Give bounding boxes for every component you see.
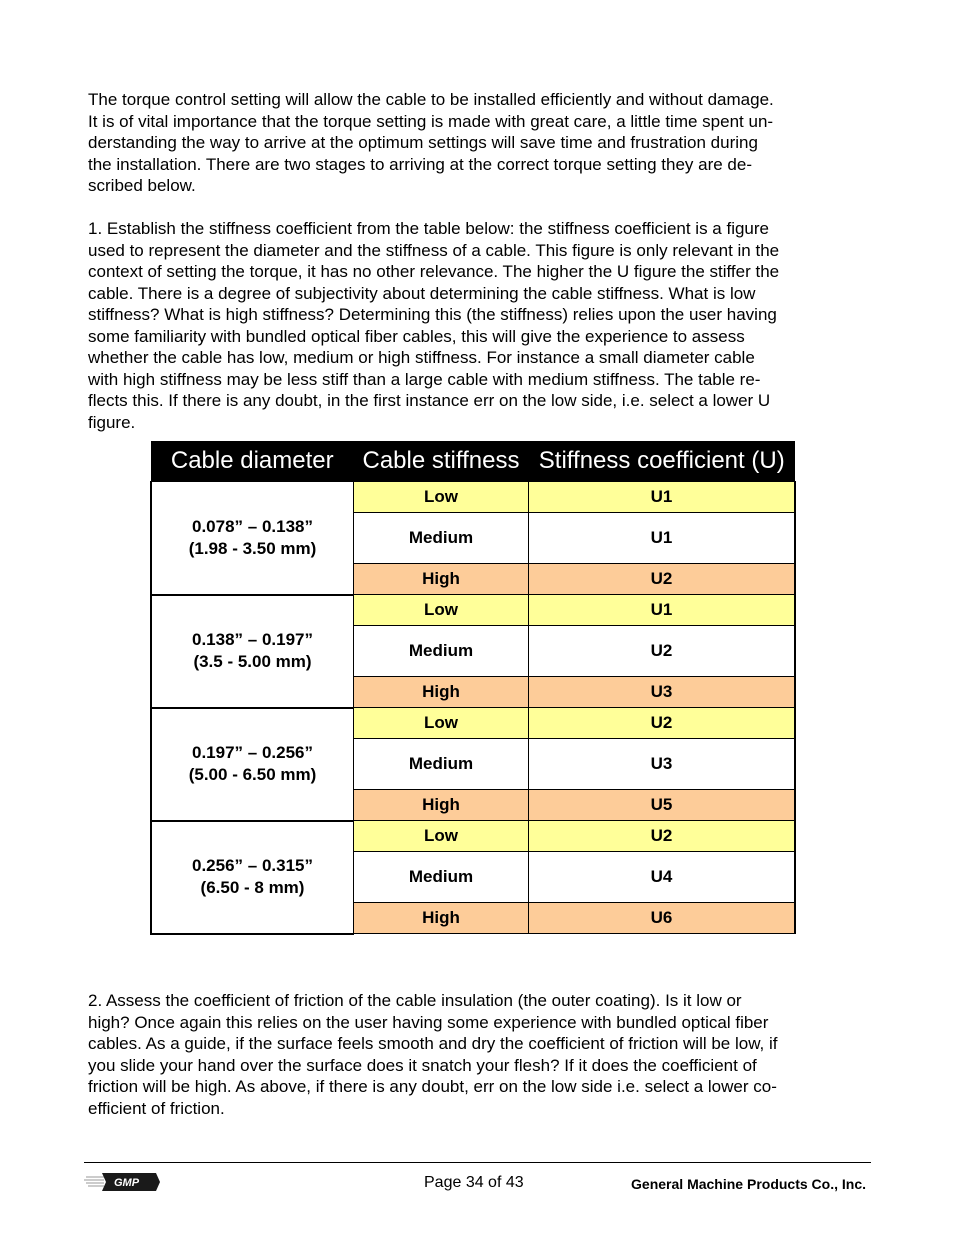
diameter-mm: (6.50 - 8 mm) — [200, 878, 305, 897]
stiffness-cell: Low — [354, 821, 529, 852]
text-line: the installation. There are two stages to arriving at the correct torque setting they are de- — [88, 154, 752, 174]
text-line: 2. Assess the coefficient of friction of the cable insulation (the outer coating). Is it low or — [88, 991, 742, 1010]
diameter-cell — [151, 708, 354, 821]
text-line: flects this. If there is any doubt, in the first instance err on the low side, i.e. select a lower U — [88, 391, 771, 410]
coefficient-cell: U1 — [529, 482, 796, 513]
stiffness-cell: Medium — [354, 513, 529, 564]
coefficient-cell: U6 — [529, 903, 796, 934]
stiffness-cell: Low — [354, 595, 529, 626]
text-line: efficient of friction. — [88, 1098, 225, 1118]
table-row — [151, 821, 795, 852]
diameter-cell — [151, 595, 354, 708]
header-cable-stiffness: Cable stiffness — [354, 441, 529, 482]
text-line: figure. — [88, 412, 136, 432]
step2-paragraph — [88, 990, 858, 1119]
diameter-mm: (5.00 - 6.50 mm) — [188, 765, 317, 784]
diameter-mm: (1.98 - 3.50 mm) — [188, 538, 317, 558]
stiffness-cell: High — [354, 903, 529, 934]
coefficient-cell: U4 — [529, 852, 796, 903]
table-row — [151, 595, 795, 626]
coefficient-cell: U3 — [529, 677, 796, 708]
text-line: context of setting the torque, it has no other relevance. The higher the U figure the stiffer the — [88, 262, 780, 281]
stiffness-cell: Medium — [354, 739, 529, 790]
text-line: friction will be high. As above, if there is any doubt, err on the low side i.e. select a lower co- — [88, 1077, 777, 1096]
intro-paragraph — [88, 89, 858, 197]
stiffness-cell: Medium — [354, 852, 529, 903]
coefficient-cell: U1 — [529, 513, 796, 564]
page-number: Page 34 of 43 — [424, 1174, 524, 1191]
footer-divider — [84, 1162, 871, 1163]
stiffness-cell: Low — [354, 708, 529, 739]
text-line: cables. As a guide, if the surface feels smooth and dry the coefficient of friction will be low, if — [88, 1034, 778, 1053]
text-line: stiffness? What is high stiffness? Determining this (the stiffness) relies upon the user having — [88, 305, 777, 324]
text-line: with high stiffness may be less stiff than a large cable with medium stiffness. The table re- — [88, 369, 761, 389]
diameter-mm: (3.5 - 5.00 mm) — [193, 652, 312, 671]
stiffness-cell: Medium — [354, 626, 529, 677]
text-line: used to represent the diameter and the stiffness of a cable. This figure is only relevant in the — [88, 240, 780, 260]
diameter-inches: 0.138” – 0.197” — [192, 630, 313, 649]
text-line: whether the cable has low, medium or high stiffness. For instance a small diameter cable — [88, 348, 755, 367]
text-line: It is of vital importance that the torque setting is made with great care, a little time spent un- — [88, 111, 774, 131]
coefficient-cell: U2 — [529, 626, 796, 677]
header-cable-diameter: Cable diameter — [151, 441, 354, 482]
text-line: high? Once again this relies on the user having some experience with bundled optical fiber — [88, 1012, 769, 1032]
diameter-inches: 0.078” – 0.138” — [192, 516, 313, 536]
coefficient-cell: U3 — [529, 739, 796, 790]
step1-paragraph — [88, 218, 858, 433]
gmp-logo-icon — [84, 1170, 162, 1194]
text-line: The torque control setting will allow the cable to be installed efficiently and without damage. — [88, 90, 774, 109]
diameter-inches: 0.197” – 0.256” — [192, 743, 313, 762]
diameter-inches: 0.256” – 0.315” — [192, 856, 313, 875]
table-header-row — [151, 441, 795, 482]
text-line: some familiarity with bundled optical fiber cables, this will give the experience to assess — [88, 326, 745, 346]
coefficient-cell: U2 — [529, 564, 796, 595]
table-row — [151, 482, 795, 513]
text-line: derstanding the way to arrive at the optimum settings will save time and frustration during — [88, 133, 758, 152]
stiffness-cell: Low — [354, 482, 529, 513]
header-stiffness-coefficient: Stiffness coefficient (U) — [529, 441, 796, 482]
text-line: scribed below. — [88, 176, 196, 195]
stiffness-cell: High — [354, 564, 529, 595]
stiffness-table — [150, 441, 796, 935]
coefficient-cell: U1 — [529, 595, 796, 626]
table-row — [151, 708, 795, 739]
company-name: General Machine Products Co., Inc. — [631, 1176, 866, 1192]
diameter-cell — [151, 821, 354, 934]
stiffness-cell: High — [354, 790, 529, 821]
text-line: you slide your hand over the surface does it snatch your flesh? If it does the coefficient of — [88, 1055, 757, 1075]
logo-text: GMP — [114, 1177, 140, 1189]
coefficient-cell: U2 — [529, 821, 796, 852]
diameter-cell — [151, 482, 354, 595]
stiffness-cell: High — [354, 677, 529, 708]
coefficient-cell: U2 — [529, 708, 796, 739]
text-line: 1. Establish the stiffness coefficient from the table below: the stiffness coefficient is a figure — [88, 219, 770, 238]
coefficient-cell: U5 — [529, 790, 796, 821]
text-line: cable. There is a degree of subjectivity about determining the cable stiffness. What is low — [88, 283, 756, 303]
